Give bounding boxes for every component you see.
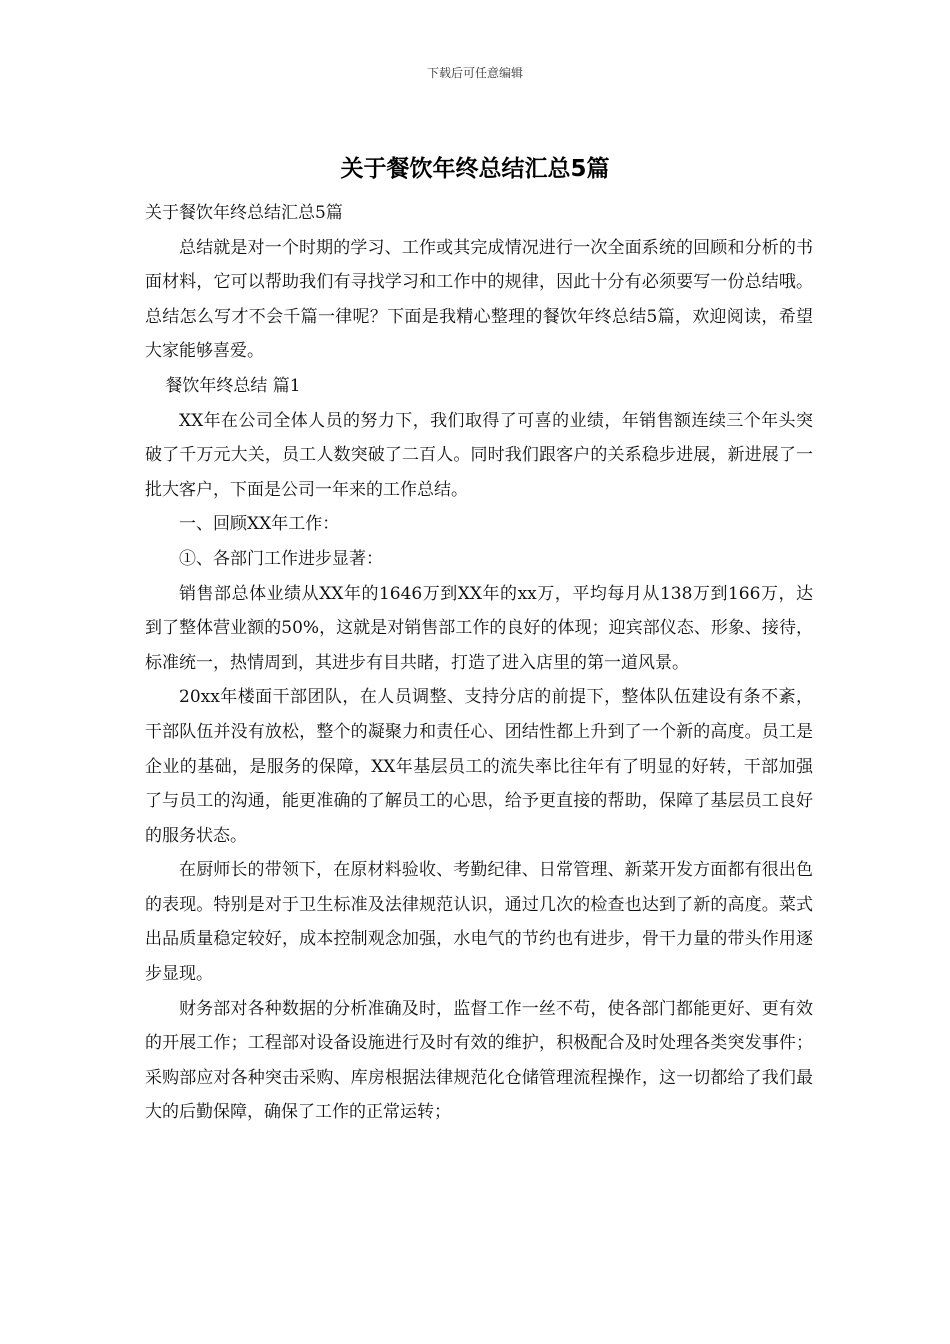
body-paragraph: 20xx年楼面干部团队，在人员调整、支持分店的前提下，整体队伍建设有条不紊，干部队伍并没有放松，整个的凝聚力和责任心、团结性都上升到了一个新的高度。员工是企业的基础，是服务的保障，XX年基层员工的流失率比往年有了明显的好转，干部加强了与员工的沟通，能更准确的了解员工的心思，给予更直接的帮助，保障了基层员工良好的服务状态。 bbox=[145, 687, 813, 846]
document-title: 关于餐饮年终总结汇总5篇 bbox=[340, 156, 610, 182]
section-heading: 餐饮年终总结 篇1 bbox=[165, 375, 301, 396]
intro-paragraph: 总结就是对一个时期的学习、工作或其完成情况进行一次全面系统的回顾和分析的书面材料，它可以帮助我们有寻找学习和工作中的规律，因此十分有必须要写一份总结哦。总结怎么写才不会千篇一律呢？下面是我精心整理的餐饮年终总结5篇，欢迎阅读，希望大家能够喜爱。 bbox=[145, 237, 813, 362]
body-paragraph: XX年在公司全体人员的努力下，我们取得了可喜的业绩，年销售额连续三个年头突破了千万元大关，员工人数突破了二百人。同时我们跟客户的关系稳步进展，新进展了一批大客户，下面是公司一年来的工作总结。 bbox=[145, 410, 813, 500]
list-heading: 一、回顾XX年工作： bbox=[179, 514, 340, 535]
header-note: 下载后可任意编辑 bbox=[426, 66, 523, 80]
body-paragraph: 在厨师长的带领下，在原材料验收、考勤纪律、日常管理、新菜开发方面都有很出色的表现。特别是对于卫生标准及法律规范认识，通过几次的检查也达到了新的高度。菜式出品质量稳定较好，成本控制观念加强，水电气的节约也有进步，骨干力量的带头作用逐步显现。 bbox=[145, 860, 813, 985]
body-paragraph: 销售部总体业绩从XX年的1646万到XX年的xx万，平均每月从138万到166万，达到了整体营业额的50%，这就是对销售部工作的良好的体现；迎宾部仪态、形象、接待，标准统一，热情周到，其进步有目共睹，打造了进入店里的第一道风景。 bbox=[145, 583, 813, 673]
list-subheading: ①、各部门工作进步显著： bbox=[179, 548, 383, 569]
body-paragraph: 财务部对各种数据的分析准确及时，监督工作一丝不苟，使各部门都能更好、更有效的开展工作；工程部对设备设施进行及时有效的维护，积极配合及时处理各类突发事件；采购部应对各种突击采购、库房根据法律规范化仓储管理流程操作，这一切都给了我们最大的后勤保障，确保了工作的正常运转； bbox=[145, 998, 813, 1123]
subtitle-paragraph: 关于餐饮年终总结汇总5篇 bbox=[145, 203, 343, 223]
document-body bbox=[145, 196, 813, 1130]
